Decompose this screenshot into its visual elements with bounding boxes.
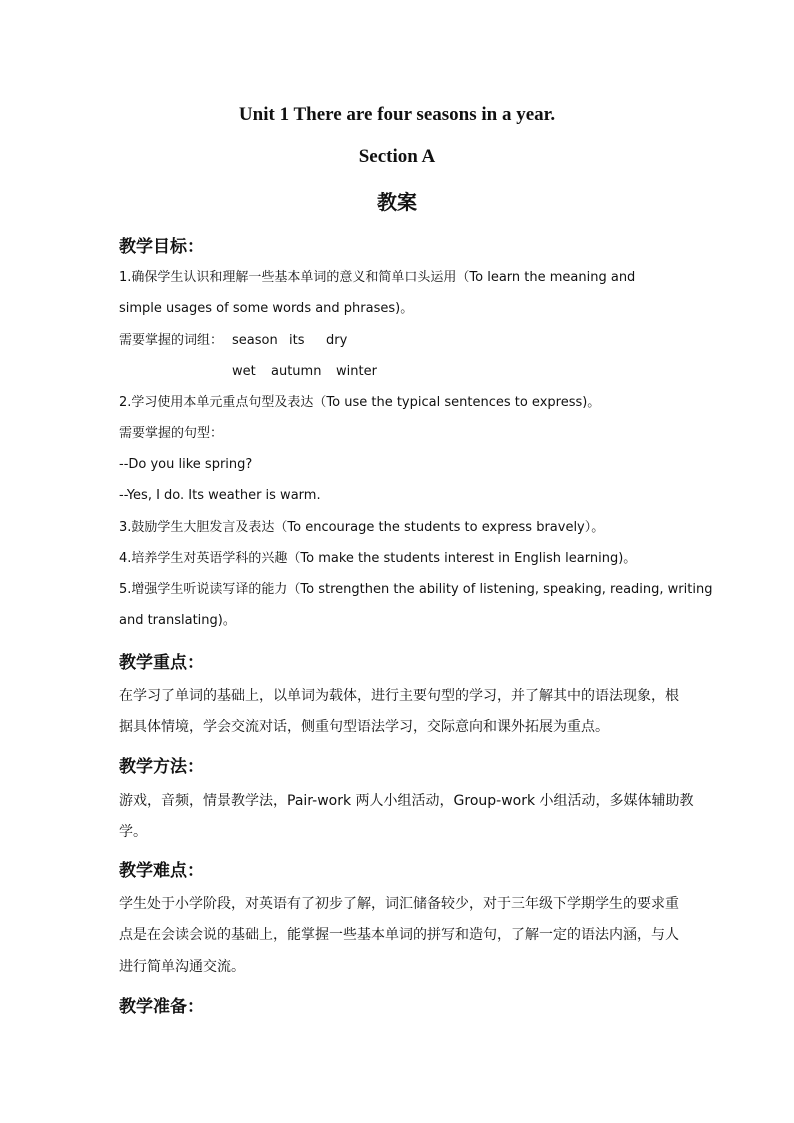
methods-heading: 教学方法：: [119, 757, 204, 777]
objective-3: 3.鼓励学生大胆发言及表达（To encourage the students to express bravely）。: [119, 520, 605, 535]
preparation-heading: 教学准备：: [119, 997, 204, 1017]
objective-2: 2.学习使用本单元重点句型及表达（To use the typical sentences to express)。: [119, 395, 601, 410]
patterns-label: 需要掌握的句型：: [119, 426, 224, 441]
unit-title: Unit 1 There are four seasons in a year.: [238, 104, 556, 125]
objective-5-line-2: and translating)。: [119, 613, 236, 628]
doc-type-title: 教案: [377, 192, 417, 214]
key-points-line-1: 在学习了单词的基础上，以单词为载体，进行主要句型的学习，并了解其中的语法现象，根: [119, 688, 679, 704]
key-points-line-2: 据具体情境，学会交流对话，侧重句型语法学习，交际意向和课外拓展为重点。: [119, 719, 609, 735]
vocab-word: autumn: [271, 364, 322, 379]
section-title: Section A: [358, 146, 436, 167]
objective-4: 4.培养学生对英语学科的兴趣（To make the students interest in English learning)。: [119, 551, 637, 566]
key-points-heading: 教学重点：: [119, 653, 204, 673]
difficulties-heading: 教学难点：: [119, 861, 204, 881]
vocab-label: 需要掌握的词组：: [119, 333, 224, 348]
vocab-word: its: [289, 333, 305, 348]
vocab-word: season: [232, 333, 278, 348]
difficulties-line-3: 进行简单沟通交流。: [119, 959, 245, 975]
pattern-question: --Do you like spring?: [119, 457, 253, 472]
difficulties-line-1: 学生处于小学阶段，对英语有了初步了解，词汇储备较少，对于三年级下学期学生的要求重: [119, 896, 679, 912]
vocab-word: wet: [232, 364, 256, 379]
objective-5-line-1: 5.增强学生听说读写译的能力（To strengthen the ability of listening, speaking, reading, writing: [119, 582, 713, 597]
objective-1-line-1: 1.确保学生认识和理解一些基本单词的意义和简单口头运用（To learn the meaning and: [119, 270, 636, 285]
methods-line-1: 游戏，音频，情景教学法，Pair-work 两人小组活动，Group-work 小组活动，多媒体辅助教: [119, 793, 694, 809]
objective-1-line-2: simple usages of some words and phrases)。: [119, 301, 414, 316]
vocab-word: dry: [326, 333, 348, 348]
objectives-heading: 教学目标：: [119, 237, 204, 257]
pattern-answer: --Yes, I do. Its weather is warm.: [119, 488, 321, 503]
difficulties-line-2: 点是在会读会说的基础上，能掌握一些基本单词的拼写和造句，了解一定的语法内涵，与人: [119, 927, 679, 943]
vocab-word: winter: [336, 364, 377, 379]
methods-line-2: 学。: [119, 824, 147, 840]
